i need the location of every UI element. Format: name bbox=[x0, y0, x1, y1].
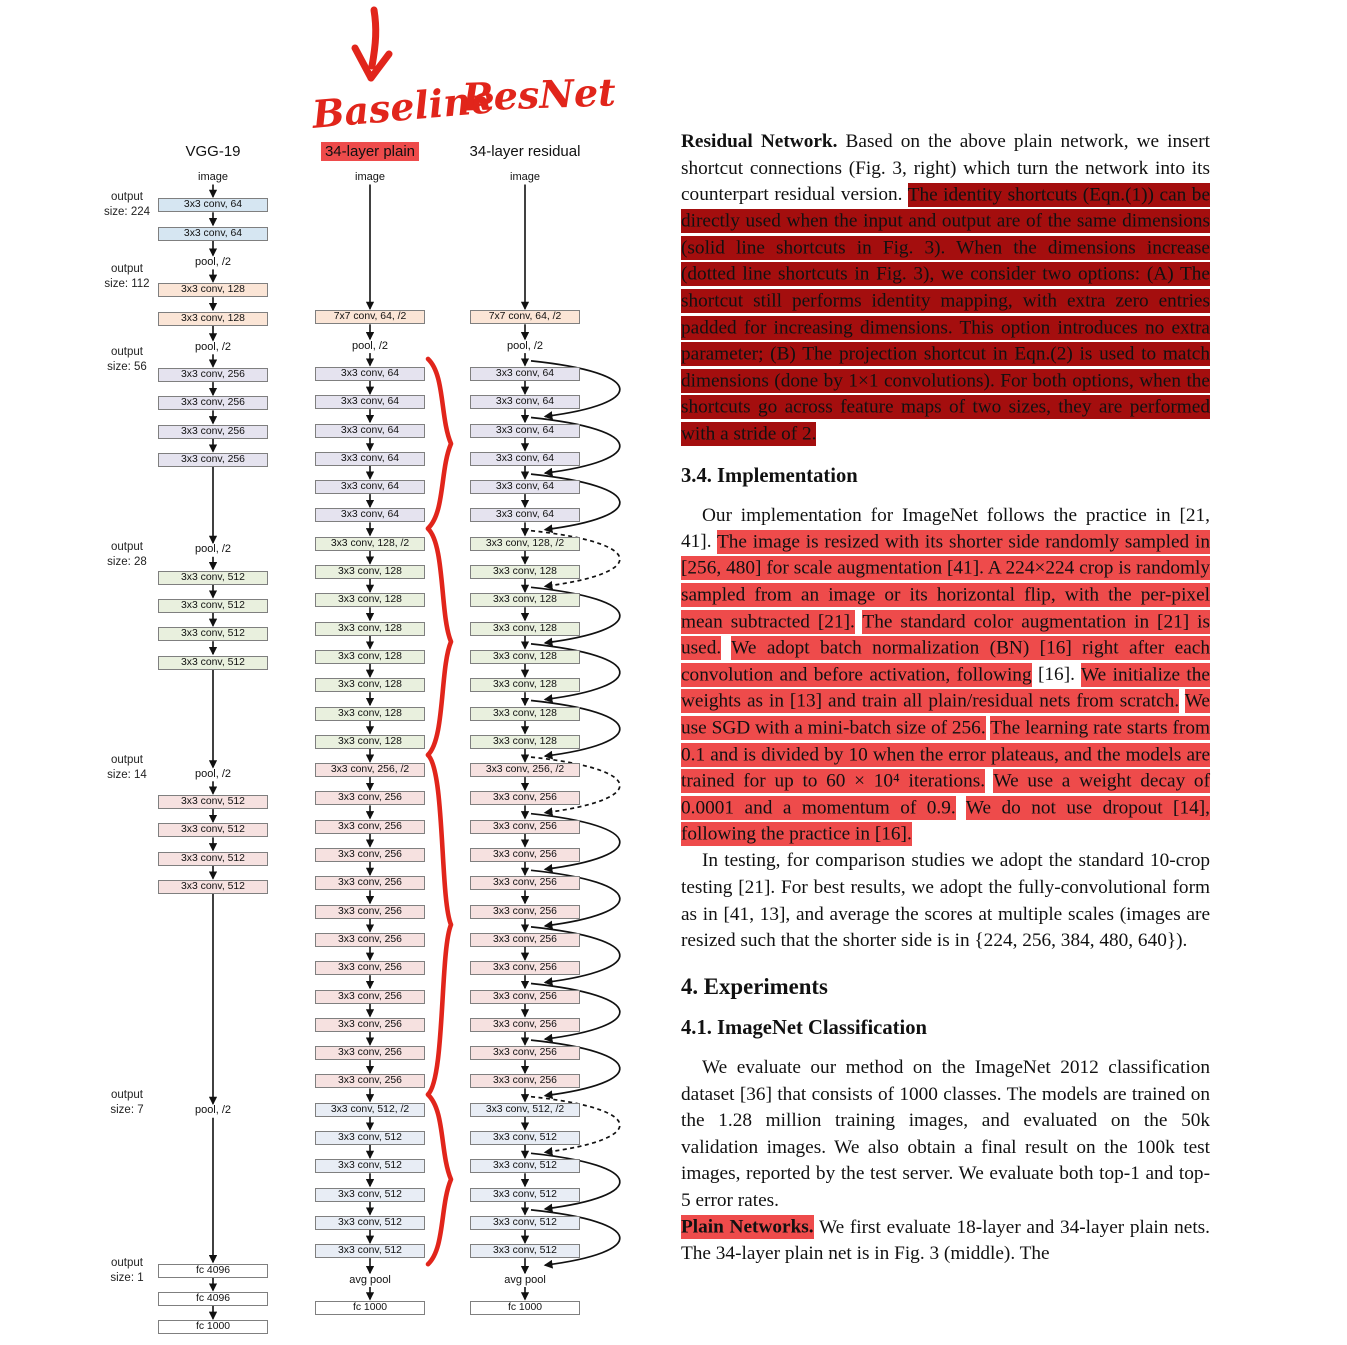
layer-box: 3x3 conv, 256 bbox=[470, 1074, 580, 1088]
layer-label: pool, /2 bbox=[194, 255, 232, 268]
layer-box: 3x3 conv, 256 bbox=[315, 933, 425, 947]
layer-box: fc 1000 bbox=[158, 1320, 268, 1334]
layer-label: pool, /2 bbox=[194, 1104, 232, 1117]
layer-box: 3x3 conv, 512 bbox=[158, 852, 268, 866]
layer-box: 3x3 conv, 512 bbox=[158, 795, 268, 809]
body-text bbox=[956, 797, 966, 818]
layer-box: 3x3 conv, 256 bbox=[470, 848, 580, 862]
layer-box: 3x3 conv, 256 bbox=[158, 396, 268, 410]
body-text: Based on the above plain network, we insert shortcut connections (Fig. 3, right) which turn the network into its counterpart residual version. bbox=[681, 131, 1210, 206]
layer-box: 3x3 conv, 512 bbox=[158, 571, 268, 585]
highlighted-text: The identity shortcuts (Eqn.(1)) can be directly used when the input and output are of the same dimensions (solid line shortcuts in Fig. 3). When the dimensions increase (dotted line shortcuts in Fig. 3), we consider two options: (A) The shortcut still performs identity mapping, with extra zero entries padded for increasing dimensions. This option introduces no extra parameter; (B) The projection shortcut in Eqn.(2) is used to match dimensions (done by 1×1 convolutions). For both options, when the shortcuts go across feature maps of two sizes, they are performed with a stride of 2. bbox=[681, 184, 1211, 445]
layer-box: 3x3 conv, 128 bbox=[470, 707, 580, 721]
output-size-label: output size: 56 bbox=[107, 346, 147, 373]
highlighted-text: Plain Networks. bbox=[681, 1216, 814, 1238]
layer-box: 7x7 conv, 64, /2 bbox=[315, 310, 425, 324]
paragraph bbox=[681, 848, 1210, 954]
body-text: Our implementation for ImageNet follows the practice in [21, 41]. bbox=[681, 504, 1210, 553]
highlighted-text: We initialize the weights as in [13] and train all plain/residual nets from scratch. bbox=[681, 664, 1210, 712]
layer-box: 7x7 conv, 64, /2 bbox=[470, 310, 580, 324]
layer-box: 3x3 conv, 128 bbox=[315, 678, 425, 692]
body-text: We first evaluate 18-layer and 34-layer plain nets. The 34-layer plain net is in Fig. 3 (middle). The bbox=[681, 1216, 1210, 1265]
layer-box: 3x3 conv, 512 bbox=[158, 880, 268, 894]
layer-box: 3x3 conv, 256 bbox=[315, 791, 425, 805]
body-text bbox=[721, 638, 731, 659]
highlighted-text: We use a weight decay of 0.0001 and a momentum of 0.9. bbox=[681, 770, 1210, 819]
layer-box: 3x3 conv, 512, /2 bbox=[470, 1103, 580, 1117]
column-title-34-layer-residual bbox=[440, 142, 610, 161]
layer-box: 3x3 conv, 512 bbox=[470, 1159, 580, 1173]
layer-box: 3x3 conv, 256 bbox=[315, 1046, 425, 1060]
body-text: Residual Network. bbox=[681, 131, 838, 152]
layer-box: 3x3 conv, 512 bbox=[315, 1159, 425, 1173]
layer-label: image bbox=[198, 171, 228, 183]
body-text bbox=[1179, 691, 1185, 712]
highlighted-text: We do not use dropout [14], following the practice in [16]. bbox=[681, 797, 1210, 845]
layer-box: 3x3 conv, 512 bbox=[158, 656, 268, 670]
layer-box: 3x3 conv, 256 bbox=[470, 791, 580, 805]
layer-box: 3x3 conv, 256 bbox=[315, 1074, 425, 1088]
layer-box: 3x3 conv, 64 bbox=[158, 198, 268, 212]
layer-box: fc 1000 bbox=[470, 1301, 580, 1315]
layer-box: 3x3 conv, 128 bbox=[158, 283, 268, 297]
layer-label: pool, /2 bbox=[194, 767, 232, 780]
layer-box: 3x3 conv, 512 bbox=[315, 1131, 425, 1145]
layer-box: 3x3 conv, 256 bbox=[315, 1018, 425, 1032]
layer-box: 3x3 conv, 128 bbox=[470, 735, 580, 749]
layer-box: 3x3 conv, 512 bbox=[470, 1188, 580, 1202]
highlighted-text: We use SGD with a mini-batch size of 256. bbox=[681, 690, 1210, 739]
layer-box: 3x3 conv, 256 bbox=[315, 820, 425, 834]
residual-title-text: 34-layer residual bbox=[469, 143, 581, 160]
layer-box: 3x3 conv, 512 bbox=[158, 627, 268, 641]
output-size-label: output size: 112 bbox=[104, 263, 150, 290]
output-size-label: output size: 14 bbox=[107, 754, 147, 781]
red-brace-annotation bbox=[428, 755, 451, 1094]
layer-box: 3x3 conv, 64 bbox=[315, 424, 425, 438]
layer-box: 3x3 conv, 256 bbox=[470, 933, 580, 947]
layer-box: 3x3 conv, 128, /2 bbox=[470, 537, 580, 551]
layer-box: 3x3 conv, 256 bbox=[470, 990, 580, 1004]
paragraph bbox=[681, 1215, 1210, 1268]
red-down-arrow-annotation bbox=[355, 10, 389, 78]
layer-box: 3x3 conv, 64 bbox=[470, 367, 580, 381]
output-size-label: output size: 1 bbox=[110, 1257, 144, 1284]
layer-label: pool, /2 bbox=[194, 340, 232, 353]
layer-box: 3x3 conv, 128 bbox=[470, 650, 580, 664]
paragraph bbox=[681, 129, 1210, 448]
highlighted-text: We adopt batch normalization (BN) [16] right after each convolution and before activation, following bbox=[681, 637, 1210, 686]
highlighted-text: The image is resized with its shorter side randomly sampled in [256, 480] for scale augmentation [41]. A 224×224 crop is randomly sampled from an image or its horizontal flip, with the per-pixel mean subtracted [21]. bbox=[681, 531, 1210, 633]
handwritten-resnet-label: ResNet bbox=[461, 69, 617, 120]
layer-label: image bbox=[355, 171, 385, 183]
layer-label: pool, /2 bbox=[351, 339, 389, 352]
layer-box: 3x3 conv, 256 bbox=[470, 876, 580, 890]
layer-label: pool, /2 bbox=[194, 543, 232, 556]
output-size-label: output size: 224 bbox=[103, 191, 151, 218]
layer-box: 3x3 conv, 64 bbox=[315, 508, 425, 522]
output-size-label: output size: 7 bbox=[110, 1089, 144, 1116]
layer-box: 3x3 conv, 256 bbox=[315, 990, 425, 1004]
layer-box: 3x3 conv, 64 bbox=[470, 395, 580, 409]
section-heading: 4. Experiments bbox=[681, 973, 828, 999]
layer-box: 3x3 conv, 512 bbox=[470, 1131, 580, 1145]
layer-box: 3x3 conv, 64 bbox=[315, 452, 425, 466]
red-brace-annotation bbox=[428, 359, 451, 529]
layer-box: 3x3 conv, 256 bbox=[315, 848, 425, 862]
layer-box: 3x3 conv, 256 bbox=[470, 905, 580, 919]
layer-box: 3x3 conv, 128 bbox=[470, 593, 580, 607]
column-title-vgg19 bbox=[128, 142, 298, 161]
layer-box: 3x3 conv, 512 bbox=[158, 599, 268, 613]
column-title-34-layer-plain bbox=[285, 142, 455, 161]
layer-box: 3x3 conv, 256 bbox=[158, 453, 268, 467]
layer-box: 3x3 conv, 256 bbox=[470, 1018, 580, 1032]
plain-title-highlighted-text: 34-layer plain bbox=[321, 142, 419, 161]
layer-box: 3x3 conv, 128 bbox=[315, 650, 425, 664]
layer-box: 3x3 conv, 256 bbox=[470, 1046, 580, 1060]
layer-box: 3x3 conv, 256 bbox=[315, 905, 425, 919]
layer-box: 3x3 conv, 256, /2 bbox=[315, 763, 425, 777]
section-heading: 3.4. Implementation bbox=[681, 465, 858, 488]
layer-box: 3x3 conv, 256 bbox=[158, 425, 268, 439]
layer-box: 3x3 conv, 64 bbox=[470, 508, 580, 522]
layer-box: 3x3 conv, 512 bbox=[158, 823, 268, 837]
layer-box: 3x3 conv, 512, /2 bbox=[315, 1103, 425, 1117]
layer-box: 3x3 conv, 128 bbox=[470, 678, 580, 692]
red-brace-annotation bbox=[428, 529, 451, 755]
layer-box: 3x3 conv, 128 bbox=[315, 622, 425, 636]
highlighted-text: The learning rate starts from 0.1 and is divided by 10 when the error plateaus, and the models are trained for up to 60 × 10⁴ iterations. bbox=[681, 717, 1210, 792]
highlighted-text: The standard color augmentation in [21] is used. bbox=[681, 611, 1210, 659]
layer-box: 3x3 conv, 512 bbox=[315, 1244, 425, 1258]
layer-box: 3x3 conv, 256 bbox=[470, 961, 580, 975]
layer-box: 3x3 conv, 256 bbox=[315, 876, 425, 890]
layer-box: 3x3 conv, 512 bbox=[470, 1244, 580, 1258]
section-heading: 4.1. ImageNet Classification bbox=[681, 1017, 927, 1040]
layer-box: 3x3 conv, 64 bbox=[315, 367, 425, 381]
body-text: [16]. bbox=[1031, 664, 1081, 686]
layer-label: avg pool bbox=[504, 1273, 546, 1286]
layer-box: fc 1000 bbox=[315, 1301, 425, 1315]
layer-box: 3x3 conv, 128 bbox=[315, 707, 425, 721]
handwritten-baseline-label: Baseline bbox=[310, 76, 497, 137]
layer-box: 3x3 conv, 128 bbox=[315, 735, 425, 749]
layer-box: 3x3 conv, 128, /2 bbox=[315, 537, 425, 551]
layer-box: 3x3 conv, 256 bbox=[315, 961, 425, 975]
layer-box: 3x3 conv, 128 bbox=[315, 593, 425, 607]
red-brace-annotation bbox=[428, 1095, 451, 1265]
layer-box: 3x3 conv, 512 bbox=[470, 1216, 580, 1230]
paragraph bbox=[681, 1055, 1210, 1215]
layer-box: 3x3 conv, 128 bbox=[158, 312, 268, 326]
layer-box: 3x3 conv, 128 bbox=[470, 565, 580, 579]
layer-box: 3x3 conv, 256 bbox=[158, 368, 268, 382]
body-text: We evaluate our method on the ImageNet 2012 classification dataset [36] that consists of 1000 classes. The models are trained on the 1.28 million training images, and evaluated on the 50k validation images. We also obtain a final result on the 100k test images, reported by the test server. We evaluate both top-1 and top-5 error rates. bbox=[681, 1057, 1210, 1211]
layer-box: fc 4096 bbox=[158, 1264, 268, 1278]
layer-label: image bbox=[510, 171, 540, 183]
vgg19-title-text: VGG-19 bbox=[185, 143, 241, 160]
body-text: In testing, for comparison studies we adopt the standard 10-crop testing [21]. For best results, we adopt the fully-convolutional form as in [41, 13], and average the scores at multiple scales (images are resized such that the shorter side is in {224, 256, 384, 480, 640}). bbox=[681, 850, 1210, 952]
layer-box: 3x3 conv, 64 bbox=[470, 452, 580, 466]
paragraph bbox=[681, 503, 1210, 849]
layer-box: 3x3 conv, 256 bbox=[470, 820, 580, 834]
layer-box: 3x3 conv, 64 bbox=[470, 480, 580, 494]
layer-box: 3x3 conv, 64 bbox=[315, 480, 425, 494]
paper-text-column bbox=[681, 129, 1210, 1268]
output-size-label: output size: 28 bbox=[107, 541, 147, 568]
layer-box: 3x3 conv, 64 bbox=[470, 424, 580, 438]
layer-box: 3x3 conv, 256, /2 bbox=[470, 763, 580, 777]
layer-box: 3x3 conv, 128 bbox=[315, 565, 425, 579]
layer-box: 3x3 conv, 64 bbox=[158, 227, 268, 241]
layer-label: avg pool bbox=[349, 1273, 391, 1286]
layer-box: fc 4096 bbox=[158, 1292, 268, 1306]
layer-box: 3x3 conv, 512 bbox=[315, 1216, 425, 1230]
layer-box: 3x3 conv, 512 bbox=[315, 1188, 425, 1202]
layer-box: 3x3 conv, 128 bbox=[470, 622, 580, 636]
layer-label: pool, /2 bbox=[506, 339, 544, 352]
layer-box: 3x3 conv, 64 bbox=[315, 395, 425, 409]
